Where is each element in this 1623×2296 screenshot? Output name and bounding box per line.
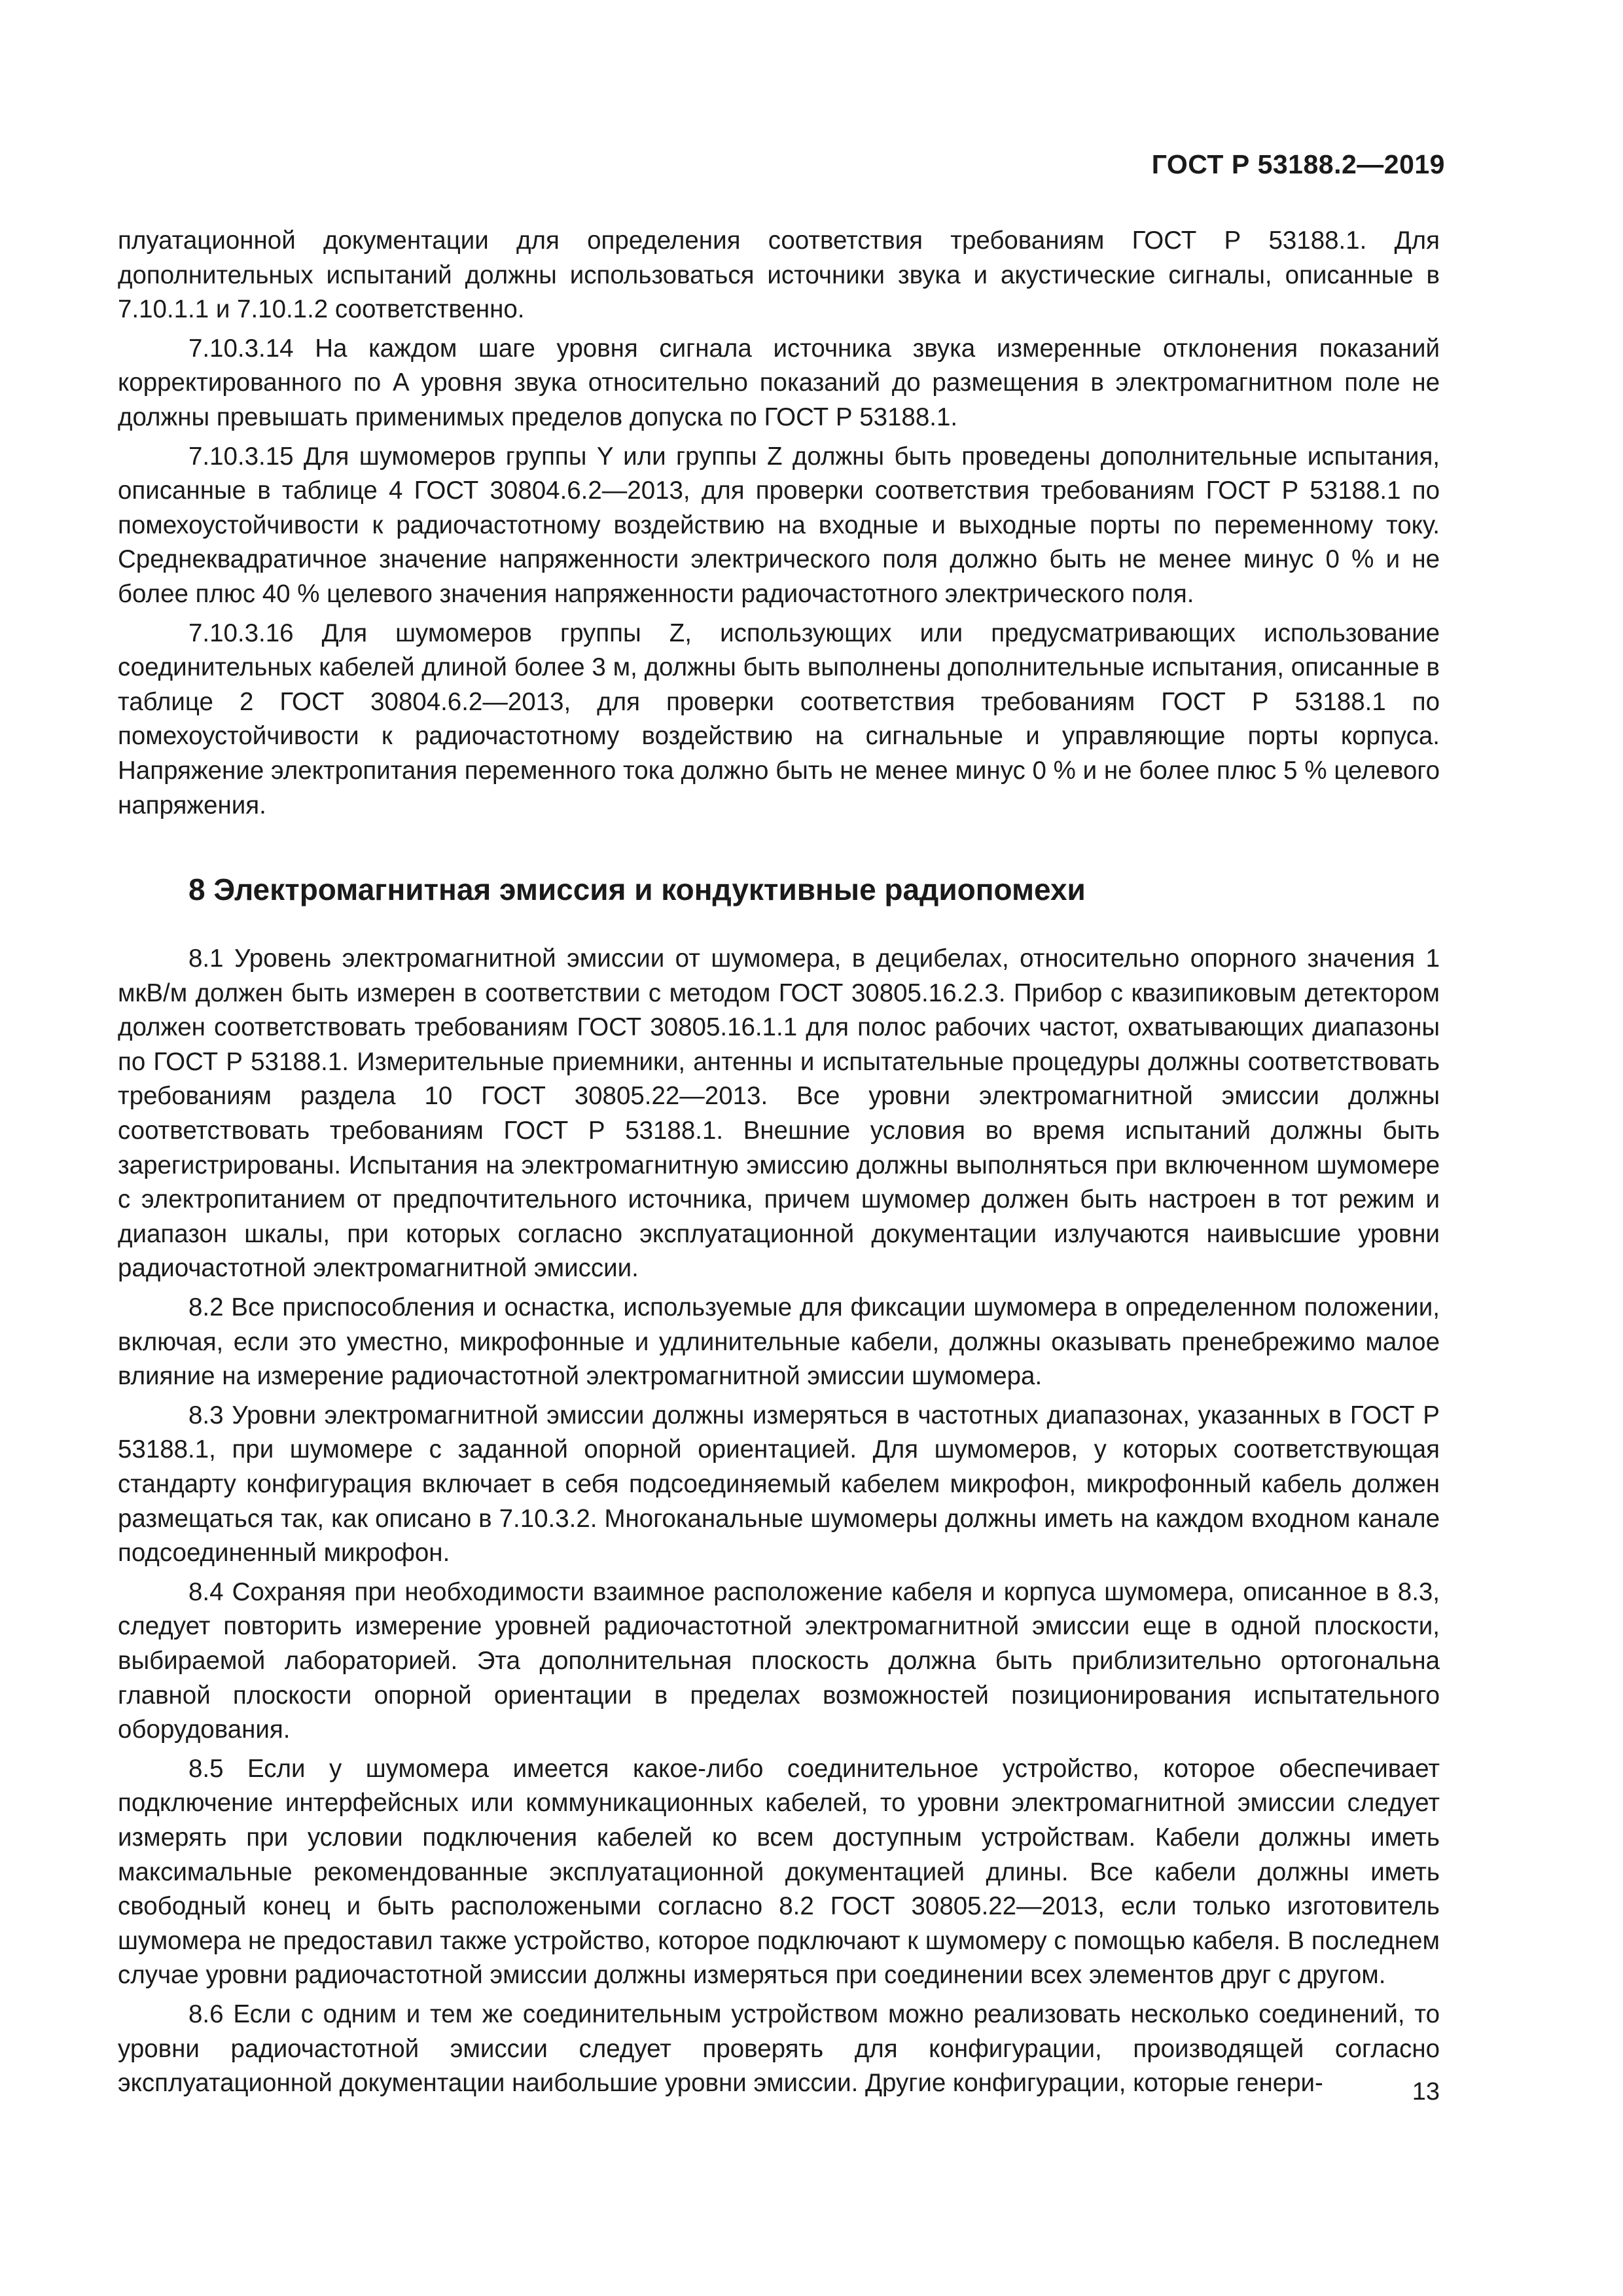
paragraph-8-4: 8.4 Сохраняя при необходимости взаимное расположение кабеля и корпуса шумомера, описанное в 8.3, следует повторить измерение уровней радиочастотной электромагнитной эмиссии еще в одной плоскости, выбираемой лабораторией. Эта дополнительная плоскость должна быть приблизительно ортогональна главной плоскости опорной ориентации в пределах возможностей позиционирования испытательного оборудования. <box>118 1577 1440 1744</box>
paragraph-8-2: 8.2 Все приспособления и оснастка, используемые для фиксации шумомера в определенном положении, включая, если это уместно, микрофонные и удлинительные кабели, должны оказывать пренебрежимо малое влияние на измерение радиочастотной электромагнитной эмиссии шумомера. <box>118 1293 1440 1391</box>
paragraph-7-10-3-15: 7.10.3.15 Для шумомеров группы Y или группы Z должны быть проведены дополнительные испытания, описанные в таблице 4 ГОСТ 30804.6.2—2013, для проверки соответствия требованиям ГОСТ Р 53188.1 по помехоустойчивости к радиочастотному воздействию на входные и выходные порты по переменному току. Среднеквадратичное значение напряженности электрического поля должно быть не менее минус 0 % и не более плюс 40 % целевого значения напряженности радиочастотного электрического поля. <box>118 442 1440 608</box>
paragraph-7-10-3-16: 7.10.3.16 Для шумомеров группы Z, использующих или предусматривающих использование соединительных кабелей длиной более 3 м, должны быть выполнены дополнительные испытания, описанные в таблице 2 ГОСТ 30804.6.2—2013, для проверки соответствия требованиям ГОСТ Р 53188.1 по помехоустойчивости к радиочастотному воздействию на сигнальные и управляющие порты корпуса. Напряжение электропитания переменного тока должно быть не менее минус 0 % и не более плюс 5 % целевого напряжения. <box>118 619 1440 819</box>
paragraph-8-1: 8.1 Уровень электромагнитной эмиссии от шумомера, в децибелах, относительно опорного значения 1 мкВ/м должен быть измерен в соответствии с методом ГОСТ 30805.16.2.3. Прибор с квазипиковым детектором должен соответствовать требованиям ГОСТ 30805.16.1.1 для полос рабочих частот, охватывающих диапазоны по ГОСТ Р 53188.1. Измерительные приемники, антенны и испытательные процедуры должны соответствовать требованиям раздела 10 ГОСТ 30805.22—2013. Все уровни электромагнитной эмиссии должны соответствовать требованиям ГОСТ Р 53188.1. Внешние условия во время испытаний должны быть зарегистрированы. Испытания на электромагнитную эмиссию должны выполняться при включенном шумомере с электропитанием от предпочтительного источника, причем шумомер должен быть настроен в тот режим и диапазон шкалы, при которых согласно эксплуатационной документации излучаются наивысшие уровни радиочастотной электромагнитной эмиссии. <box>118 944 1440 1283</box>
section-8-title: 8 Электромагнитная эмиссия и кондуктивные радиопомехи <box>188 872 1086 907</box>
paragraph-8-5: 8.5 Если у шумомера имеется какое-либо соединительное устройство, которое обеспечивает подключение интерфейсных или коммуникационных кабелей, то уровни электромагнитной эмиссии следует измерять при условии подключения кабелей ко всем доступным устройствам. Кабели должны иметь максимальные рекомендованные эксплуатационной документацией длины. Все кабели должны иметь свободный конец и быть расположеными согласно 8.2 ГОСТ 30805.22—2013, если только изготовитель шумомера не предоставил также устройство, которое подключают к шумомеру с помощью кабеля. В последнем случае уровни радиочастотной эмиссии должны измеряться при соединении всех элементов друг с другом. <box>118 1754 1440 1990</box>
paragraph-7-10-3-14: 7.10.3.14 На каждом шаге уровня сигнала источника звука измеренные отклонения показаний корректированного по А уровня звука относительно показаний до размещения в электромагнитном поле не должны превышать применимых пределов допуска по ГОСТ Р 53188.1. <box>118 334 1440 431</box>
document-body <box>118 224 1440 2101</box>
document-code-header: ГОСТ Р 53188.2—2019 <box>1151 149 1445 179</box>
paragraph-continuation: плуатационной документации для определения соответствия требованиям ГОСТ Р 53188.1. Для дополнительных испытаний должны использоваться источники звука и акустические сигналы, описанные в 7.10.1.1 и 7.10.1.2 соответственно. <box>118 226 1440 324</box>
paragraph-8-6: 8.6 Если с одним и тем же соединительным устройством можно реализовать несколько соединений, то уровни радиочастотной эмиссии следует проверять для конфигурации, производящей согласно эксплуатационной документации наибольшие уровни эмиссии. Другие конфигурации, которые генери- <box>118 2000 1440 2098</box>
paragraph-8-3: 8.3 Уровни электромагнитной эмиссии должны измеряться в частотных диапазонах, указанных в ГОСТ Р 53188.1, при шумомере с заданной опорной ориентацией. Для шумомеров, у которых соответствующая стандарту конфигурация включает в себя подсоединяемый кабелем микрофон, микрофонный кабель должен размещаться так, как описано в 7.10.3.2. Многоканальные шумомеры должны иметь на каждом входном канале подсоединенный микрофон. <box>118 1401 1440 1568</box>
page-number: 13 <box>1412 2078 1440 2106</box>
